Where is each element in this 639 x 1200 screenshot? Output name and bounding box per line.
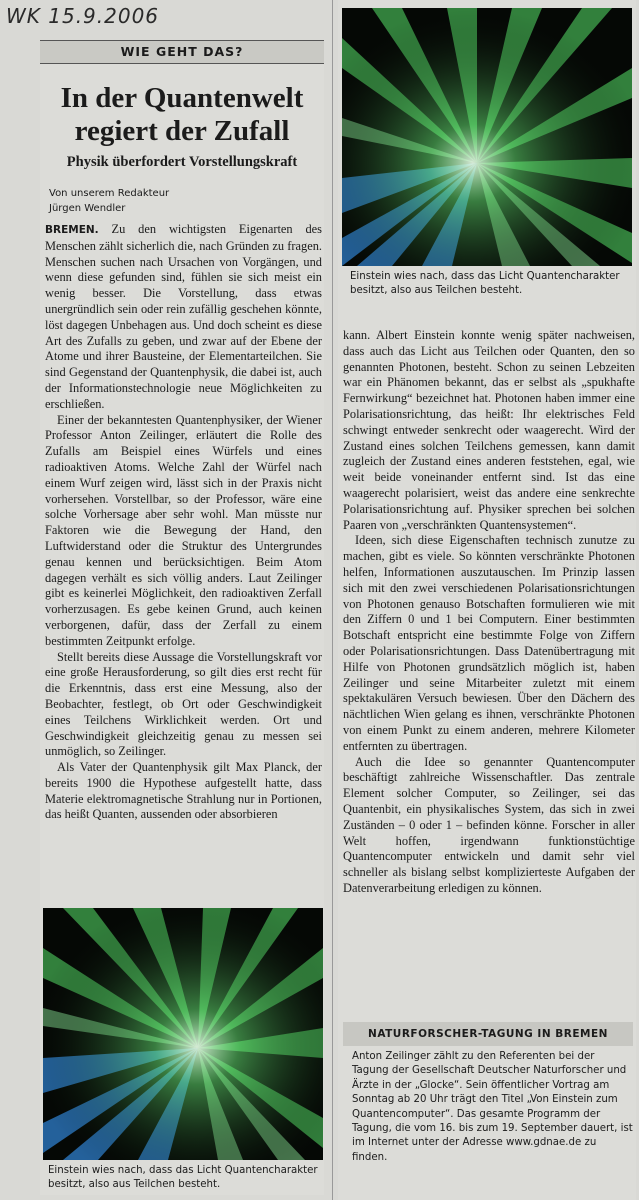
- kicker: WIE GEHT DAS?: [40, 40, 324, 64]
- laser-photo-left: [43, 908, 323, 1160]
- paragraph: kann. Albert Einstein konnte wenig später nachweisen, dass auch das Licht aus Teilchen oder Quanten, den so genannten Photonen, besteht. Schon zu seinen Lebzeiten war ein Phänomen bekannt, das er selbst als „spukhafte Fernwirkung“ bezeichnet hat. Photonen haben immer eine Polarisationsrichtung, das heißt: Ihr elektrisches Feld schwingt entweder senkrecht oder waagerecht. Wird der Zustand eines solchen Teilchens gemessen, kann damit zugleich der Zustand eines anderen feststehen, egal, wie weit beide voneinander entfernt sind. Ist das eine waagerecht polarisiert, weist das andere eine senkrechte Polarisationsrichtung auf. Physiker sprechen bei solchen Paaren von „verschränkten Quantensystemen“.: [343, 328, 635, 532]
- headline: [40, 82, 324, 148]
- paragraph: Ideen, sich diese Eigenschaften technisch zunutze zu machen, gibt es viele. So könnten verschränkte Photonen helfen, Informationen auszutauschen. Im Prinzip lassen sich mit den zwei verschiedenen Polarisationsrichtungen von Photonen genauso Botschaften formulieren wie mit den Ziffern 0 und 1 bei Computern. Einer bestimmten Botschaft entspricht eine bestimmte Folge von Ziffern oder Polarisationsrichtungen. Dass Datenübertragung mit Hilfe von Photonen grundsätzlich möglich ist, haben Zeilinger und seine Mitarbeiter zuletzt mit einem spektakulären Versuch bewiesen. Über den Dächern des nächtlichen Wien gelang es ihnen, verschränkte Photonen von einem Punkt zu einem anderen, mehrere Kilometer entfernten zu übertragen.: [343, 533, 635, 753]
- column-rule: [332, 0, 333, 1200]
- byline-line-2: Jürgen Wendler: [49, 203, 126, 214]
- paragraph-text: Zu den wichtigsten Eigenarten des Menschen zählt sicherlich die, nach Gründen zu fragen. Menschen suchen nach Ursachen von Vorgängen, und wenn diese gefunden sind, fühlen sie sich meist ein wenig besser. Die Vorstellung, dass etwas unergründlich sein oder rein zufällig geschehen könnte, löst dagegen Unbehagen aus. Und doch scheint es diese Art des Zufalls zu geben, und zwar auf der Ebene der Atome und ihrer Bausteine, der Elementarteilchen. Sie sind Gegenstand der Quantenphysik, die dabei ist, auch der Informationstechnologie neue Möglichkeiten zu erschließen.: [45, 222, 322, 411]
- paragraph: Stellt bereits diese Aussage die Vorstellungskraft vor eine große Herausforderung, so gilt dies erst recht für die Erkenntnis, dass erst eine Messung, also der Beobachter, festlegt, ob Ort oder Geschwindigkeit eines Teilchens Wirklichkeit werden. Ort und Geschwindigkeit gleichzeitig genau zu messen sei unmöglich, so Zeilinger.: [45, 649, 322, 759]
- byline-line-1: Von unserem Redakteur: [49, 188, 170, 199]
- headline-line-1: In der Quantenwelt: [60, 82, 304, 114]
- article-body-right: [343, 328, 635, 897]
- headline-line-2: regiert der Zufall: [74, 115, 290, 147]
- info-box-heading: NATURFORSCHER-TAGUNG IN BREMEN: [343, 1022, 633, 1046]
- laser-photo-right: [342, 8, 632, 266]
- handwritten-date-note: WK 15.9.2006: [6, 4, 160, 28]
- byline: [49, 186, 319, 216]
- paragraph: Auch die Idee so genannter Quantencomputer beschäftigt zahlreiche Wissenschaftler. Das zentrale Element solcher Computer, so Zeilinger, sei das Quantenbit, ein physikalisches System, das sich in zwei Zuständen – 0 oder 1 – befinden könne. Forscher in aller Welt hoffen, irgendwann funktionstüchtige Quantencomputer entwickeln und damit sehr viel schneller als bislang selbst komplizierteste Aufgaben der Datenverarbeitung erledigen zu können.: [343, 754, 635, 895]
- photo-caption-right: Einstein wies nach, dass das Licht Quantencharakter besitzt, also aus Teilchen besteht.: [350, 271, 620, 296]
- info-box-text: Anton Zeilinger zählt zu den Referenten bei der Tagung der Gesellschaft Deutscher Naturforscher und Ärzte in der „Glocke“. Sein öffentlicher Vortrag am Sonntag ab 20 Uhr trägt den Titel „Von Einstein zum Quantencomputer“. Das gesamte Programm der Tagung, die vom 16. bis zum 19. September dauert, ist im Internet unter der Adresse www.gdnae.de zu finden.: [352, 1051, 633, 1163]
- dateline: BREMEN.: [45, 224, 99, 236]
- paragraph: [45, 222, 322, 413]
- subheadline: Physik überfordert Vorstellungskraft: [66, 154, 298, 170]
- article-body-left: [45, 222, 322, 823]
- right-column: [338, 0, 636, 1200]
- paragraph: Einer der bekanntesten Quantenphysiker, der Wiener Professor Anton Zeilinger, erläutert die Rolle des Zufalls am Beispiel eines Würfels und eines radioaktiven Atoms. Welche Zahl der Würfel nach einem Wurf zeigen wird, lässt sich in der Praxis nicht vorhersehen. Vorstellbar, so der Professor, wäre eine solche Vorhersage aber sehr wohl. Man müsste nur Faktoren wie die Bewegung der Hand, den Luftwiderstand oder die Struktur des Untergrundes genau kennen und berücksichtigen. Beim Atom dagegen verhält es sich völlig anders. Laut Zeilinger gibt es keinerlei Möglichkeit, den radioaktiven Zerfall vorherzusagen. Es gebe keinen Grund, auch keinen verborgenen, dafür, dass der Zerfall zu einem bestimmten Zeitpunkt erfolge.: [45, 412, 322, 648]
- photo-caption-left: Einstein wies nach, dass das Licht Quantencharakter besitzt, also aus Teilchen besteht.: [48, 1165, 318, 1190]
- paragraph: Als Vater der Quantenphysik gilt Max Planck, der bereits 1900 die Hypothese aufgestellt hatte, dass Materie elektromagnetische Strahlung nur in Portionen, das heißt Quanten, aussenden oder absorbieren: [45, 760, 322, 822]
- left-column: [40, 40, 324, 1195]
